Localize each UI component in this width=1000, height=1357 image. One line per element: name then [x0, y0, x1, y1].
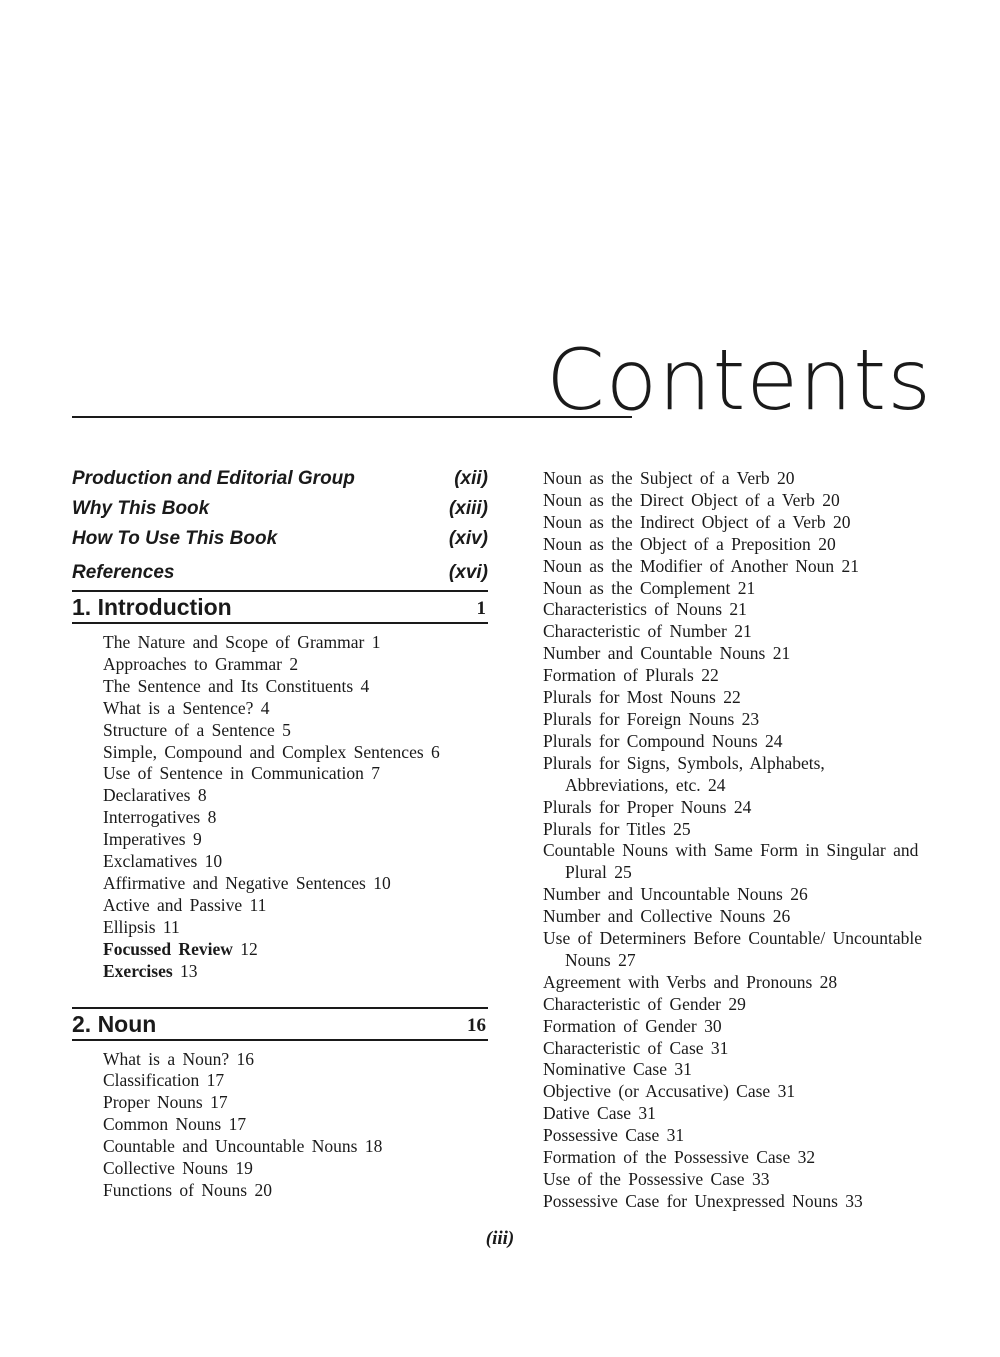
- toc-entry-page: 17: [228, 1114, 247, 1135]
- toc-entry-page: 4: [360, 675, 370, 696]
- toc-entry-title: Characteristic of Number: [543, 621, 727, 642]
- toc-entry-title: Focussed Review: [103, 938, 233, 959]
- front-matter-title: Production and Editorial Group: [72, 468, 355, 489]
- toc-entry-page: 31: [710, 1037, 729, 1058]
- chapter-title: 1. Introduction: [72, 594, 232, 620]
- toc-entry-page: 31: [666, 1125, 685, 1146]
- toc-entry-page: 6: [431, 741, 440, 762]
- toc-entry-page: 33: [751, 1169, 770, 1189]
- toc-entry-page: 24: [733, 796, 752, 817]
- toc-entry-title: What is a Sentence?: [103, 697, 254, 718]
- toc-entry-page: 31: [777, 1081, 796, 1102]
- toc-entry[interactable]: [543, 599, 923, 621]
- toc-entry[interactable]: [103, 1049, 488, 1071]
- toc-entry[interactable]: [103, 917, 488, 939]
- chapter-page: 1: [476, 598, 486, 619]
- toc-entry[interactable]: [103, 873, 488, 895]
- toc-entry-title: Use of the Possessive Case: [543, 1169, 745, 1189]
- front-matter-title: Why This Book: [72, 498, 210, 519]
- toc-entry[interactable]: [543, 797, 923, 819]
- contents-header: [72, 330, 932, 430]
- toc-entry[interactable]: [103, 1180, 488, 1202]
- toc-entry[interactable]: [103, 1114, 488, 1136]
- toc-entry-page: 24: [765, 730, 783, 751]
- chapter-heading[interactable]: [72, 1007, 488, 1041]
- front-matter-page: (xii): [454, 468, 488, 489]
- toc-entry-page: 21: [729, 599, 747, 620]
- toc-entry[interactable]: [543, 578, 923, 600]
- toc-entry[interactable]: [543, 884, 923, 906]
- toc-entry-title: Plurals for Proper Nouns: [543, 796, 727, 817]
- toc-entry-page: 32: [797, 1147, 816, 1168]
- toc-entry-page: 10: [373, 872, 391, 893]
- toc-entry[interactable]: [543, 1016, 923, 1038]
- toc-entry-title: Noun as the Subject of a Verb: [543, 468, 770, 488]
- toc-entry-title: Interrogatives: [103, 807, 201, 828]
- toc-entry[interactable]: [103, 632, 488, 654]
- toc-entry-page: 18: [364, 1136, 383, 1157]
- toc-entry-title: Exercises: [103, 960, 173, 981]
- contents-left-column: [72, 466, 488, 1202]
- toc-entry-title: Objective (or Accusative) Case: [543, 1081, 771, 1102]
- toc-entry-title: Use of Sentence in Communication: [103, 763, 364, 784]
- toc-entry[interactable]: [103, 1092, 488, 1114]
- toc-entry-page: 25: [614, 862, 632, 883]
- toc-entry-page: 24: [708, 774, 726, 795]
- toc-entry-page: 19: [235, 1158, 253, 1179]
- page-folio: (iii): [485, 1228, 515, 1249]
- toc-entry-title: Countable Nouns with Same Form in Singular and Plural: [543, 840, 919, 883]
- toc-entry-title: Characteristics of Nouns: [543, 599, 723, 620]
- toc-entry-title: Declaratives: [103, 785, 191, 806]
- toc-entry-page: 30: [704, 1015, 722, 1036]
- toc-entry[interactable]: [543, 490, 923, 512]
- toc-entry-title: Characteristic of Case: [543, 1037, 704, 1058]
- toc-entry[interactable]: [103, 829, 488, 851]
- chapter-entry-list: [543, 468, 923, 1213]
- toc-entry-page: 20: [822, 489, 840, 510]
- toc-entry[interactable]: [103, 895, 488, 917]
- toc-entry[interactable]: [103, 1136, 488, 1158]
- toc-entry-page: 21: [734, 621, 752, 642]
- toc-entry[interactable]: [543, 1059, 923, 1081]
- toc-entry[interactable]: [543, 687, 923, 709]
- chapter-page: 16: [467, 1014, 486, 1036]
- toc-entry-page: 21: [737, 577, 756, 598]
- toc-entry-title: Proper Nouns: [103, 1092, 203, 1113]
- toc-entry-page: 8: [197, 785, 207, 806]
- toc-entry-page: 12: [240, 938, 258, 959]
- toc-entry-page: 26: [772, 906, 791, 927]
- toc-entry-title: Number and Countable Nouns: [543, 643, 766, 664]
- toc-entry-page: 4: [260, 697, 270, 718]
- front-matter-item[interactable]: [72, 496, 488, 526]
- toc-entry-title: Noun as the Object of a Preposition: [543, 533, 811, 554]
- toc-entry-title: Use of Determiners Before Countable/ Uncountable Nouns: [543, 928, 922, 970]
- toc-entry-title: Countable and Uncountable Nouns: [103, 1136, 358, 1157]
- toc-entry-page: 20: [818, 533, 836, 554]
- toc-entry-page: 31: [674, 1059, 692, 1080]
- chapter-heading[interactable]: [72, 590, 488, 624]
- page-title: Contents: [546, 331, 932, 429]
- toc-entry-page: 10: [204, 851, 223, 872]
- front-matter-page: (xvi): [448, 562, 488, 583]
- toc-entry[interactable]: [543, 972, 923, 994]
- toc-entry-page: 16: [236, 1048, 254, 1069]
- toc-entry[interactable]: [543, 709, 923, 731]
- chapter-section: [72, 1007, 488, 1202]
- toc-entry-title: Plurals for Compound Nouns: [543, 730, 758, 751]
- toc-entry-title: Approaches to Grammar: [103, 653, 282, 674]
- toc-entry-title: Functions of Nouns: [103, 1179, 248, 1200]
- toc-entry-title: Plurals for Titles: [543, 818, 666, 839]
- toc-entry[interactable]: [103, 720, 488, 742]
- toc-entry-page: 31: [638, 1103, 656, 1124]
- toc-entry[interactable]: [543, 731, 923, 753]
- toc-entry-page: 21: [772, 643, 791, 664]
- toc-entry[interactable]: [543, 906, 923, 928]
- toc-entry[interactable]: [103, 698, 488, 720]
- toc-entry-page: 22: [723, 687, 741, 708]
- toc-entry[interactable]: [543, 1081, 923, 1103]
- toc-entry-title: Plurals for Foreign Nouns: [543, 708, 735, 729]
- toc-entry-page: 11: [162, 916, 180, 937]
- front-matter-item[interactable]: [72, 466, 488, 496]
- toc-entry-title: Active and Passive: [103, 894, 243, 915]
- toc-entry-page: 26: [790, 884, 808, 905]
- toc-entry-page: 2: [289, 653, 299, 674]
- toc-entry-page: 17: [210, 1092, 228, 1113]
- toc-entry-title: Nominative Case: [543, 1059, 668, 1080]
- toc-entry-page: 25: [673, 818, 691, 839]
- toc-entry-page: 27: [618, 949, 636, 970]
- toc-entry-title: Classification: [103, 1070, 200, 1091]
- toc-entry-title: Noun as the Modifier of Another Noun: [543, 555, 835, 576]
- toc-entry-title: Collective Nouns: [103, 1158, 228, 1179]
- toc-entry[interactable]: [543, 665, 923, 687]
- toc-entry-title: Formation of Gender: [543, 1015, 697, 1036]
- toc-entry-page: 13: [180, 960, 198, 981]
- toc-entry[interactable]: [543, 512, 923, 534]
- toc-entry-title: Structure of a Sentence: [103, 719, 275, 740]
- toc-entry-page: 20: [777, 468, 795, 488]
- toc-entry-title: Plurals for Signs, Symbols, Alphabets, Abbreviations, etc.: [543, 752, 825, 795]
- toc-entry-title: Plurals for Most Nouns: [543, 687, 716, 708]
- toc-entry[interactable]: [103, 763, 488, 785]
- toc-entry[interactable]: [543, 819, 923, 841]
- toc-entry[interactable]: [543, 1103, 923, 1125]
- toc-entry-page: 22: [701, 665, 719, 686]
- toc-entry-title: Ellipsis: [103, 916, 156, 937]
- toc-entry-title: Noun as the Complement: [543, 577, 731, 598]
- toc-entry-page: 29: [728, 993, 746, 1014]
- toc-entry[interactable]: [543, 643, 923, 665]
- toc-entry-page: 23: [741, 708, 760, 729]
- toc-entry-title: Imperatives: [103, 829, 186, 850]
- toc-entry-page: 28: [819, 971, 838, 992]
- toc-entry-title: Noun as the Indirect Object of a Verb: [543, 511, 826, 532]
- toc-entry-title: Number and Collective Nouns: [543, 906, 766, 927]
- toc-entry[interactable]: [543, 621, 923, 643]
- toc-entry[interactable]: [543, 994, 923, 1016]
- toc-entry[interactable]: [103, 807, 488, 829]
- toc-entry[interactable]: [103, 961, 488, 983]
- toc-entry[interactable]: [543, 928, 923, 972]
- toc-entry[interactable]: [103, 939, 488, 961]
- toc-entry-title: Common Nouns: [103, 1114, 222, 1135]
- toc-entry-page: 7: [371, 763, 380, 784]
- toc-entry[interactable]: [543, 840, 923, 884]
- toc-entry[interactable]: [543, 753, 923, 797]
- toc-entry-title: The Sentence and Its Constituents: [103, 675, 354, 696]
- toc-entry-title: Formation of the Possessive Case: [543, 1147, 791, 1168]
- toc-entry[interactable]: [543, 556, 923, 578]
- toc-entry-title: Number and Uncountable Nouns: [543, 884, 783, 905]
- toc-entry-page: 33: [845, 1190, 863, 1211]
- toc-entry-title: Agreement with Verbs and Pronouns: [543, 971, 813, 992]
- front-matter-page: (xiii): [448, 498, 488, 519]
- toc-entry-title: Affirmative and Negative Sentences: [103, 872, 366, 893]
- toc-entry[interactable]: [103, 1158, 488, 1180]
- toc-entry-title: Noun as the Direct Object of a Verb: [543, 489, 815, 510]
- contents-right-column: [543, 468, 923, 1213]
- toc-entry[interactable]: [543, 1191, 923, 1213]
- toc-entry[interactable]: [103, 742, 488, 764]
- front-matter-page: (xiv): [448, 528, 488, 549]
- toc-entry-page: 1: [371, 632, 381, 652]
- toc-entry[interactable]: [103, 785, 488, 807]
- front-matter-item[interactable]: [72, 560, 488, 590]
- toc-entry-page: 5: [282, 719, 291, 740]
- front-matter-title: References: [72, 562, 175, 583]
- toc-entry[interactable]: [103, 654, 488, 676]
- toc-entry-title: Formation of Plurals: [543, 665, 694, 686]
- toc-entry-page: 11: [249, 894, 267, 915]
- chapter-section: [72, 590, 488, 983]
- toc-entry-title: Exclamatives: [103, 851, 198, 872]
- toc-entry-title: Characteristic of Gender: [543, 993, 722, 1014]
- chapter-entry-list: [72, 624, 488, 983]
- toc-entry[interactable]: [543, 1125, 923, 1147]
- toc-entry[interactable]: [543, 1038, 923, 1060]
- toc-entry-page: 9: [192, 829, 202, 850]
- toc-entry-title: Possessive Case: [543, 1125, 660, 1146]
- toc-entry[interactable]: [103, 1070, 488, 1092]
- toc-entry-page: 20: [254, 1179, 272, 1200]
- chapter-entry-list: [72, 1041, 488, 1202]
- toc-entry[interactable]: [103, 676, 488, 698]
- front-matter-title: How To Use This Book: [72, 528, 278, 549]
- toc-entry-page: 20: [832, 511, 851, 532]
- toc-entry-title: The Nature and Scope of Grammar: [103, 632, 365, 652]
- front-matter-item[interactable]: [72, 526, 488, 560]
- toc-entry-title: Possessive Case for Unexpressed Nouns: [543, 1190, 838, 1211]
- toc-entry-title: Simple, Compound and Complex Sentences: [103, 741, 424, 762]
- toc-entry-title: Dative Case: [543, 1103, 632, 1124]
- toc-entry-page: 8: [207, 807, 217, 828]
- toc-entry-title: What is a Noun?: [103, 1048, 230, 1069]
- toc-entry[interactable]: [543, 1147, 923, 1169]
- toc-entry[interactable]: [543, 468, 923, 490]
- toc-entry[interactable]: [543, 534, 923, 556]
- chapter-title: 2. Noun: [72, 1010, 157, 1037]
- toc-entry-page: 21: [841, 555, 860, 576]
- toc-entry-page: 17: [206, 1070, 225, 1091]
- toc-entry[interactable]: [543, 1169, 923, 1191]
- toc-entry[interactable]: [103, 851, 488, 873]
